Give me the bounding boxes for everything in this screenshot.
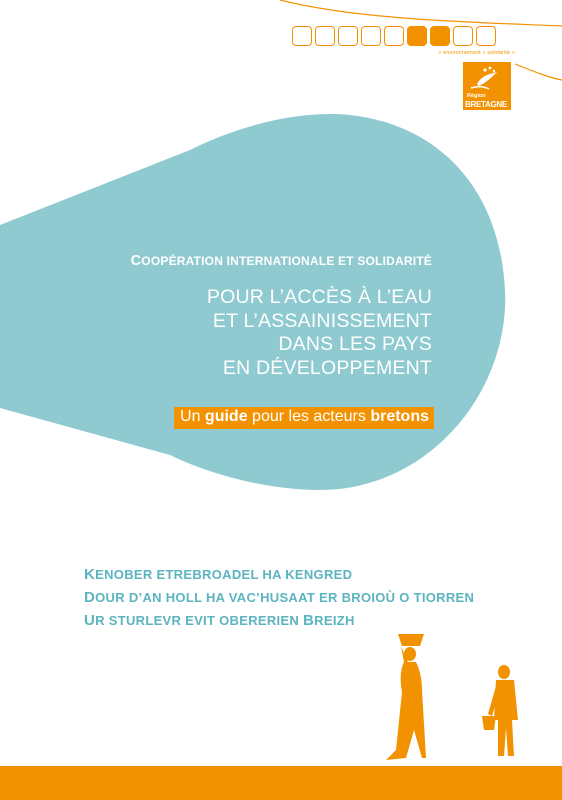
breton-text: ENOBER ETREBROADEL HA KENGRED	[95, 567, 353, 582]
header-box	[292, 26, 312, 46]
breton-cap: D	[84, 589, 96, 606]
breton-text: R STURLEVR EVIT OBERERIEN	[95, 613, 304, 628]
headline-line: EN DÉVELOPPEMENT	[222, 356, 432, 379]
cover-subject	[131, 253, 432, 269]
water-carriers-illustration	[360, 630, 560, 766]
guide-text-bold: guide	[204, 408, 248, 425]
child-figure-icon	[482, 665, 518, 756]
header-box-row	[292, 26, 496, 46]
breton-text: REIZH	[314, 613, 355, 628]
subject-cap: C	[130, 253, 142, 269]
header-box	[384, 26, 404, 46]
breton-text: OUR D’AN HOLL HA VAC’HUSAAT ER BROIOÙ O TIORREN	[95, 590, 475, 605]
guide-text: Un	[180, 408, 205, 425]
dove-icon	[463, 62, 511, 94]
header-box-filled	[430, 26, 450, 46]
guide-text: pour les acteurs	[247, 408, 371, 425]
subject-rest: INTERNATIONALE ET SOLIDARITÉ	[223, 254, 432, 268]
header-box-filled	[407, 26, 427, 46]
breton-cap: U	[84, 612, 96, 629]
breton-line	[84, 563, 474, 586]
header-box	[476, 26, 496, 46]
header-box	[361, 26, 381, 46]
tagline: « environnement » solidarité »	[438, 50, 515, 56]
guide-text-bold: bretons	[370, 408, 429, 425]
header-box	[315, 26, 335, 46]
headline-line: POUR L’ACCÈS À L’EAU	[206, 286, 432, 308]
guide-banner	[174, 407, 434, 429]
breton-cap: B	[303, 612, 315, 629]
headline-line: ET L’ASSAINISSEMENT	[212, 309, 432, 332]
logo-name-text: BRETAGNE	[465, 100, 507, 109]
header-box	[453, 26, 473, 46]
header-box	[338, 26, 358, 46]
breton-title-block	[84, 563, 474, 632]
region-bretagne-logo	[463, 62, 511, 110]
cover-headline	[207, 286, 432, 380]
woman-figure-icon	[386, 634, 426, 760]
headline-line: DANS LES PAYS	[278, 333, 432, 355]
logo-region-text: Région	[467, 93, 486, 99]
bottom-bar	[0, 766, 562, 800]
breton-cap: K	[84, 566, 96, 583]
breton-line	[84, 609, 474, 632]
breton-line	[84, 586, 474, 609]
subject-word: OOPÉRATION	[141, 254, 224, 268]
